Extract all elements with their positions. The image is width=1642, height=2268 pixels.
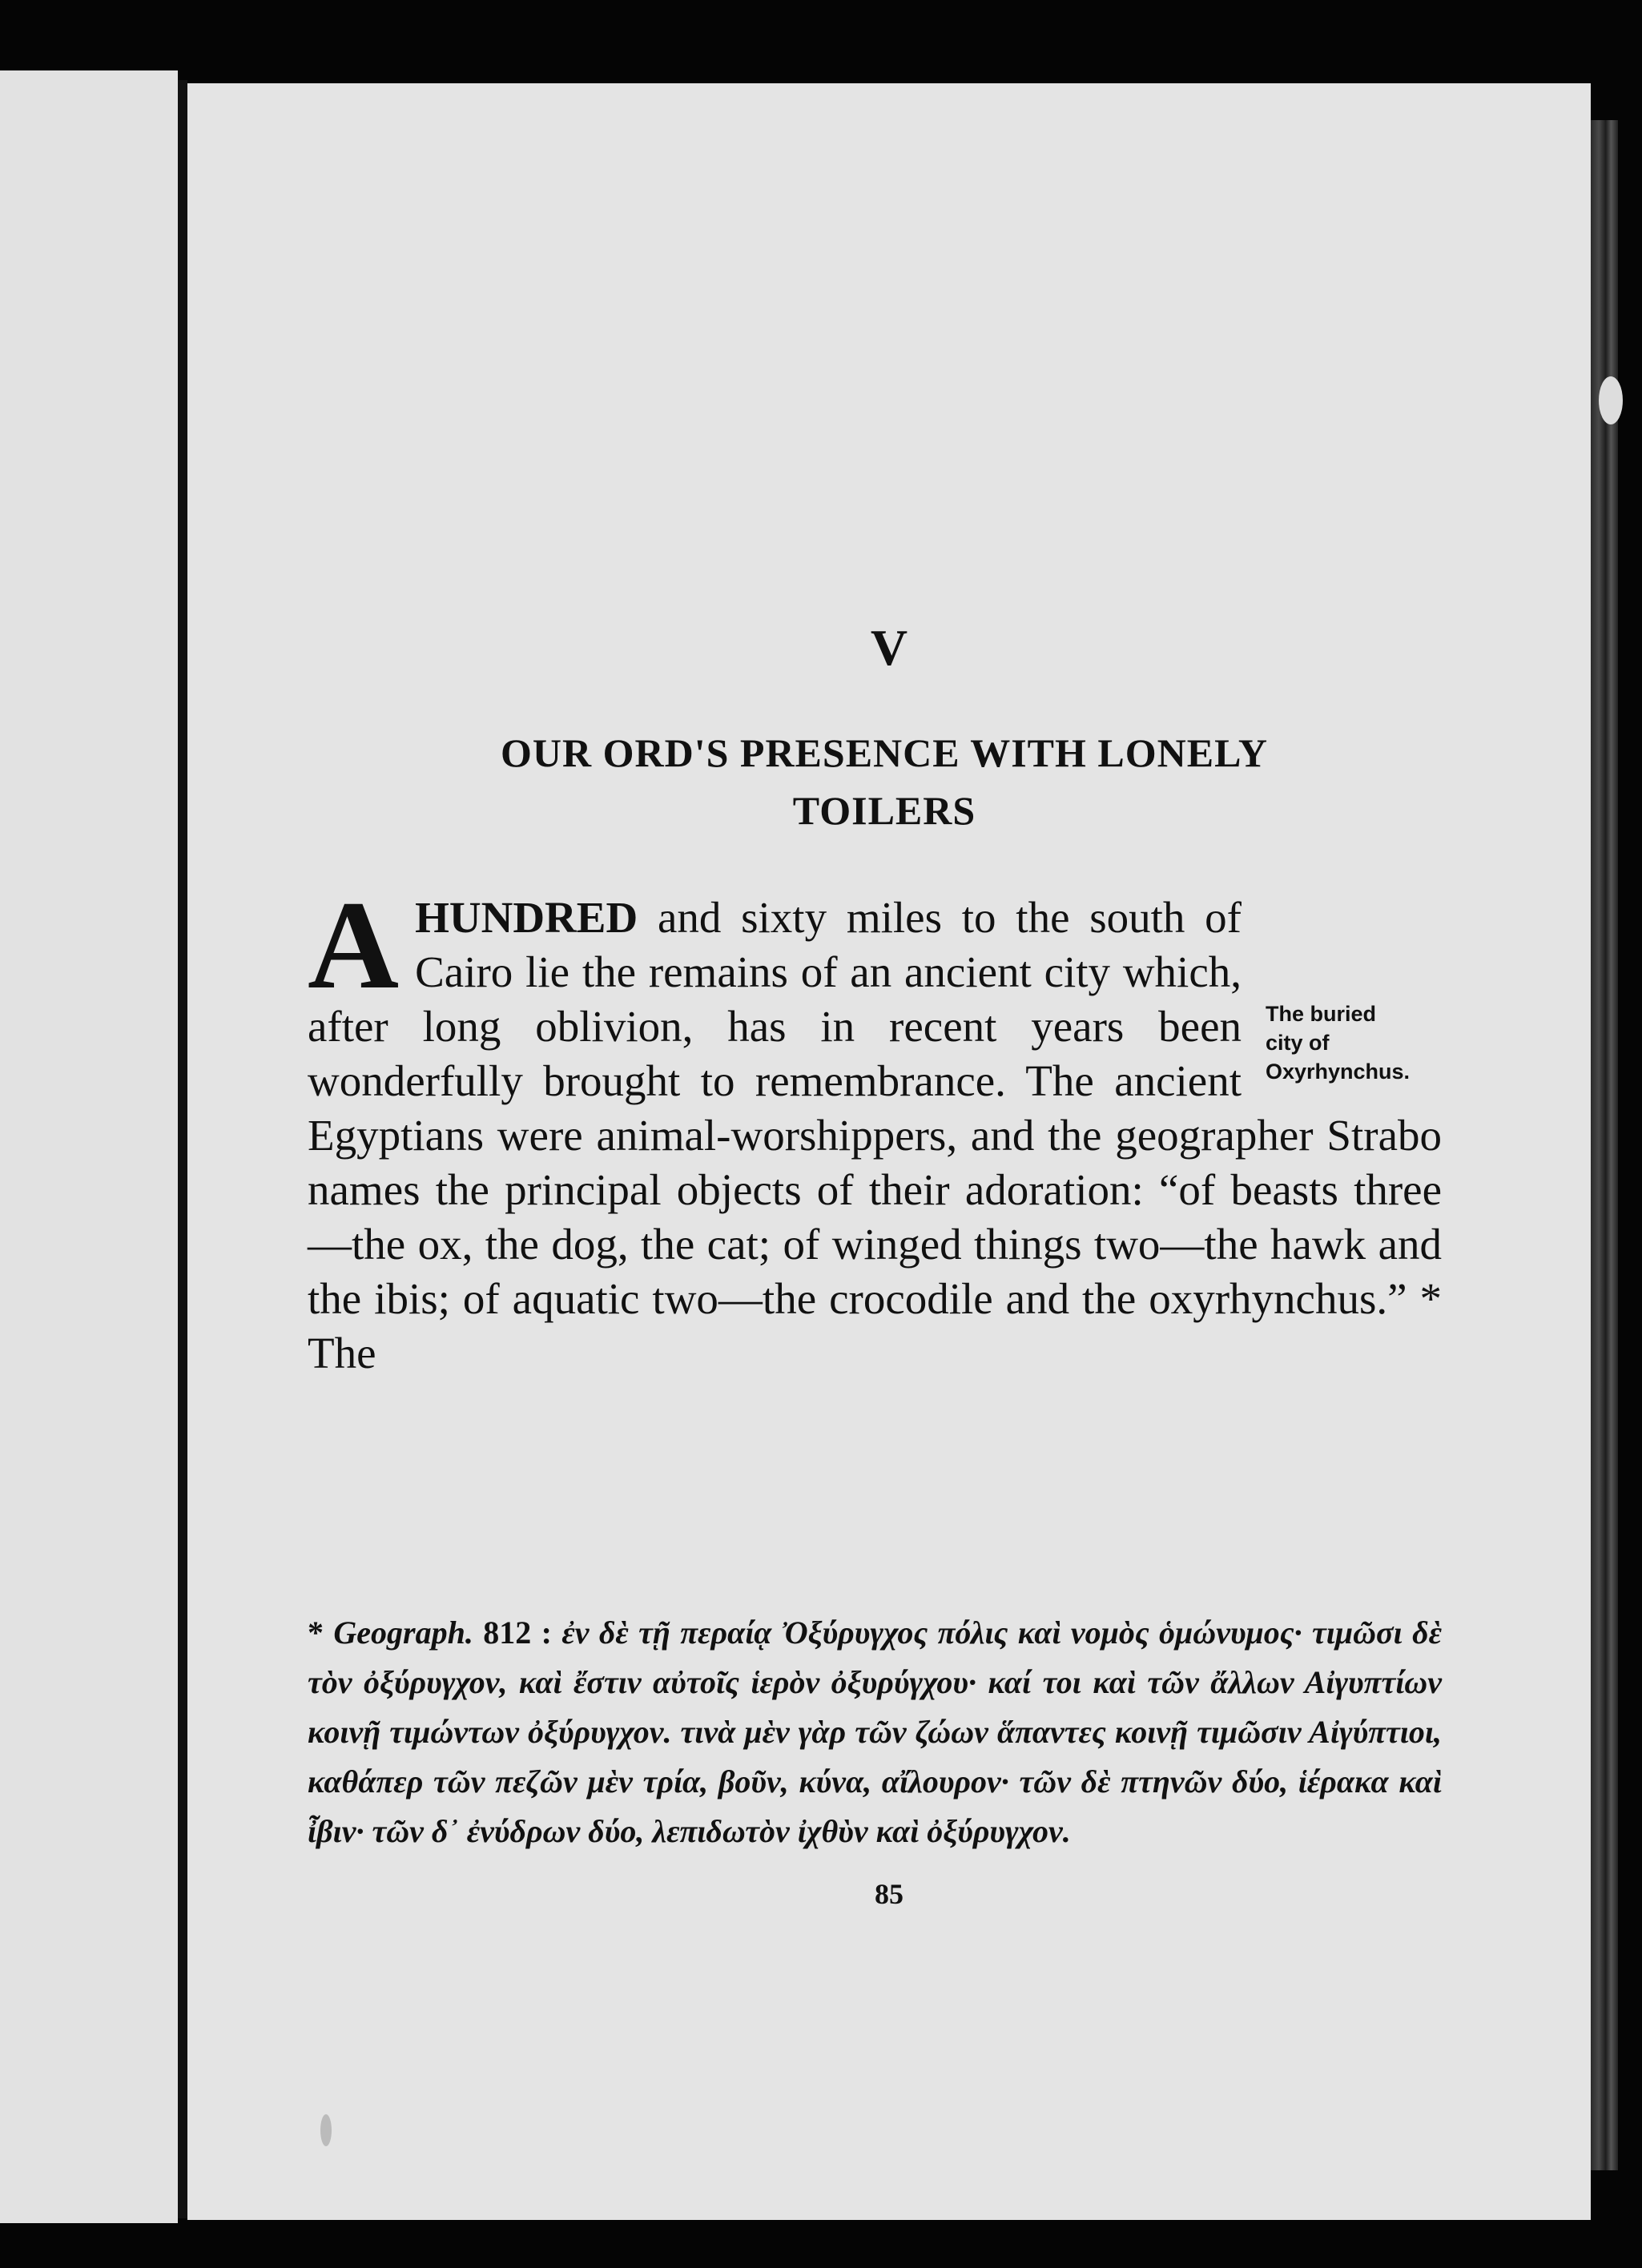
footnote-source: Geograph. — [333, 1615, 473, 1651]
chapter-title — [332, 724, 1437, 839]
footnote — [308, 1608, 1442, 1856]
book-gutter — [178, 80, 187, 2218]
drop-cap: A — [308, 875, 400, 1015]
page-edge — [1591, 120, 1618, 2170]
footnote-greek-text: ἐν δὲ τῇ περαίᾳ Ὀξύρυγχος πόλις καὶ νομὸς ὁμώνυμος· τιμῶσι δὲ τὸν ὀξύρυγχον, καὶ ἔστιν αὐτοῖς ἱερὸν ὀξυρύγχου· καί τοι καὶ τῶν ἄλλων Αἰγυπτίων κοινῇ τιμώντων ὀξύρυγχον. τινὰ μὲν γὰρ τῶν ζώων ἅπαντες κοινῇ τιμῶσιν Αἰγύπτιοι, καθάπερ τῶν πεζῶν μὲν τρία, βοῦν, κύνα, αἴλουρον· τῶν δὲ πτηνῶν δύο, ἱέρακα καὶ ἶβιν· τῶν δ᾽ ἐνύδρων δύο, λεπιδωτὸν ἰχθὺν καὶ ὀξύρυγχον. — [308, 1615, 1443, 1849]
lead-in-word: HUNDRED — [415, 893, 638, 942]
marginal-note-line-1: The buried — [1266, 1002, 1377, 1026]
body-text: and sixty miles to the south of Cairo lie the remains of an ancient city which, after long oblivion, has in recent years been wonderfully brought to remembrance. The ancient Egyptians were animal-worshippers, and the geographer Strabo names the principal objects of their adoration: “of beasts three—the ox, the dog, the cat; of winged things two—the hawk and the ibis; of aquatic two—the crocodile and the oxyrhynchus.” * The — [308, 893, 1442, 1377]
marginal-note — [1266, 999, 1442, 1086]
marginal-note-line-2: city of — [1266, 1031, 1330, 1055]
marginal-note-line-3: Oxyrhynchus. — [1266, 1060, 1411, 1084]
chapter-title-line-2: TOILERS — [792, 788, 976, 833]
scan-artifact — [320, 2114, 332, 2146]
scan-artifact — [1599, 376, 1623, 424]
body-paragraph — [308, 875, 1442, 1381]
chapter-number: V — [870, 619, 908, 676]
chapter-title-line-1: OUR ORD'S PRESENCE WITH LONELY — [500, 730, 1268, 775]
footnote-marker: * — [308, 1615, 334, 1651]
page-number: 85 — [875, 1878, 904, 1910]
footnote-reference: 812 : — [473, 1615, 562, 1651]
left-page-margin — [0, 70, 178, 2223]
book-page — [187, 83, 1591, 2220]
